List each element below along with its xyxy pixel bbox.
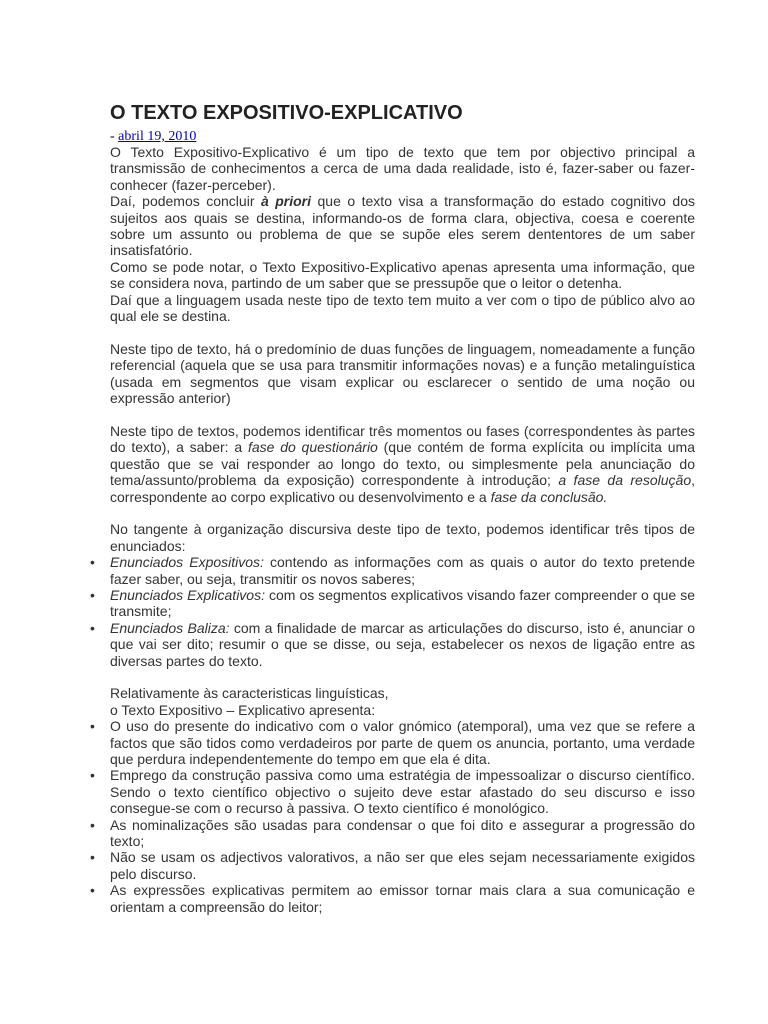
paragraph-7: No tangente à organização discursiva deste tipo de texto, podemos identificar três tipos de enunciados: — [110, 521, 695, 554]
list-item — [110, 587, 695, 620]
a-priori-emphasis: à priori — [260, 193, 312, 210]
caracteristicas-list — [110, 718, 695, 915]
paragraph-6-text-2: (que contém de forma explícita ou implícita uma questão que se vai responder ao longo do texto, ou simplesmente pela anunciação do tema/assunto/problema da exposição) correspondente à introdução; — [110, 439, 696, 489]
paragraph-5: Neste tipo de texto, há o predomínio de duas funções de linguagem, nomeadamente a função referencial (aquela que se usa para transmitir informações novas) e a função metalinguística (usada em segmentos que visam explicar ou esclarecer o sentido de uma noção ou expressão anterior) — [110, 340, 695, 407]
list-item — [110, 554, 695, 587]
list-item: • Não se usam os adjectivos valorativos, a não ser que eles sejam necessariamente exigidos pelo discurso. — [110, 849, 695, 882]
paragraph-1: O Texto Expositivo-Explicativo é um tipo de texto que tem por objectivo principal a transmissão de conhecimentos a cerca de uma dada realidade, isto é, fazer-saber ou fazer-conhecer (fazer-perceber). — [110, 144, 695, 193]
article-body — [110, 144, 695, 915]
paragraph-3: Como se pode notar, o Texto Expositivo-Explicativo apenas apresenta uma informação, que se considera nova, partindo de um saber que se pressupõe que o leitor o detenha. — [110, 258, 695, 292]
fase-resolucao: a fase da resolução — [558, 472, 692, 489]
list-item: • O uso do presente do indicativo com o valor gnómico (atemporal), uma vez que se refere a factos que são tidos como verdadeiros por parte de quem os anuncia, portanto, uma verdade que perdura independentemente do tempo em que ela é dita. — [110, 718, 695, 767]
document-page — [110, 100, 695, 915]
paragraph-8: Relativamente às caracteristicas linguísticas, — [110, 685, 389, 702]
enunciado-term: Enunciados Expositivos: — [110, 554, 264, 571]
paragraph-9: o Texto Expositivo – Explicativo apresenta: — [110, 701, 376, 718]
paragraph-6 — [110, 423, 695, 505]
paragraph-2-text: Daí, podemos concluir — [110, 193, 261, 210]
paragraph-6-text-3: , correspondente ao corpo explicativo ou desenvolvimento e a — [110, 472, 695, 505]
enunciado-text: contendo as informações com as quais o autor do texto pretende fazer saber, ou seja, transmitir os novos saberes; — [110, 554, 695, 587]
enunciados-list — [110, 554, 695, 669]
paragraph-6-text: Neste tipo de textos, podemos identificar três momentos ou fases (correspondentes às partes do texto), a saber: a — [110, 422, 695, 456]
enunciado-term: Enunciados Explicativos: — [110, 586, 265, 603]
post-date — [110, 129, 695, 144]
paragraph-2 — [110, 193, 695, 259]
page-title: O TEXTO EXPOSITIVO-EXPLICATIVO — [110, 102, 463, 124]
list-item: • Emprego da construção passiva como uma estratégia de impessoalizar o discurso científico. Sendo o texto científico objectivo o sujeito deve estar afastado do seu discurso e isso consegue-se com o recurso à passiva. O texto científico é monológico. — [110, 767, 695, 816]
list-item — [110, 620, 695, 669]
list-item: • As nominalizações são usadas para condensar o que foi dito e assegurar a progressão do texto; — [110, 817, 695, 850]
list-item: • As expressões explicativas permitem ao emissor tornar mais clara a sua comunicação e orientam a compreensão do leitor; — [110, 882, 695, 915]
paragraph-2-text-end: que o texto visa a transformação do estado cognitivo dos sujeitos aos quais se destina, informando-os de forma clara, objectiva, coesa e coerente sobre um assunto ou problema de que se supõe eles serem dententores de um saber insatisfatório. — [110, 193, 695, 259]
date-link[interactable]: abril 19, 2010 — [118, 129, 197, 144]
date-prefix: - — [110, 129, 119, 144]
paragraph-4: Daí que a linguagem usada neste tipo de texto tem muito a ver com o tipo de público alvo ao qual ele se destina. — [110, 291, 695, 325]
fase-questionario: fase do questionário — [247, 439, 378, 456]
enunciado-term: Enunciados Baliza: — [110, 619, 230, 636]
fase-conclusao: fase da conclusão. — [490, 488, 608, 505]
enunciado-text: com os segmentos explicativos visando fazer compreender o que se transmite; — [110, 586, 695, 620]
enunciado-text: com a finalidade de marcar as articulações do discurso, isto é, anunciar o que vai ser dito; resumir o que se disse, ou seja, estabelecer os nexos de ligação entre as diversas partes do texto. — [110, 619, 696, 669]
